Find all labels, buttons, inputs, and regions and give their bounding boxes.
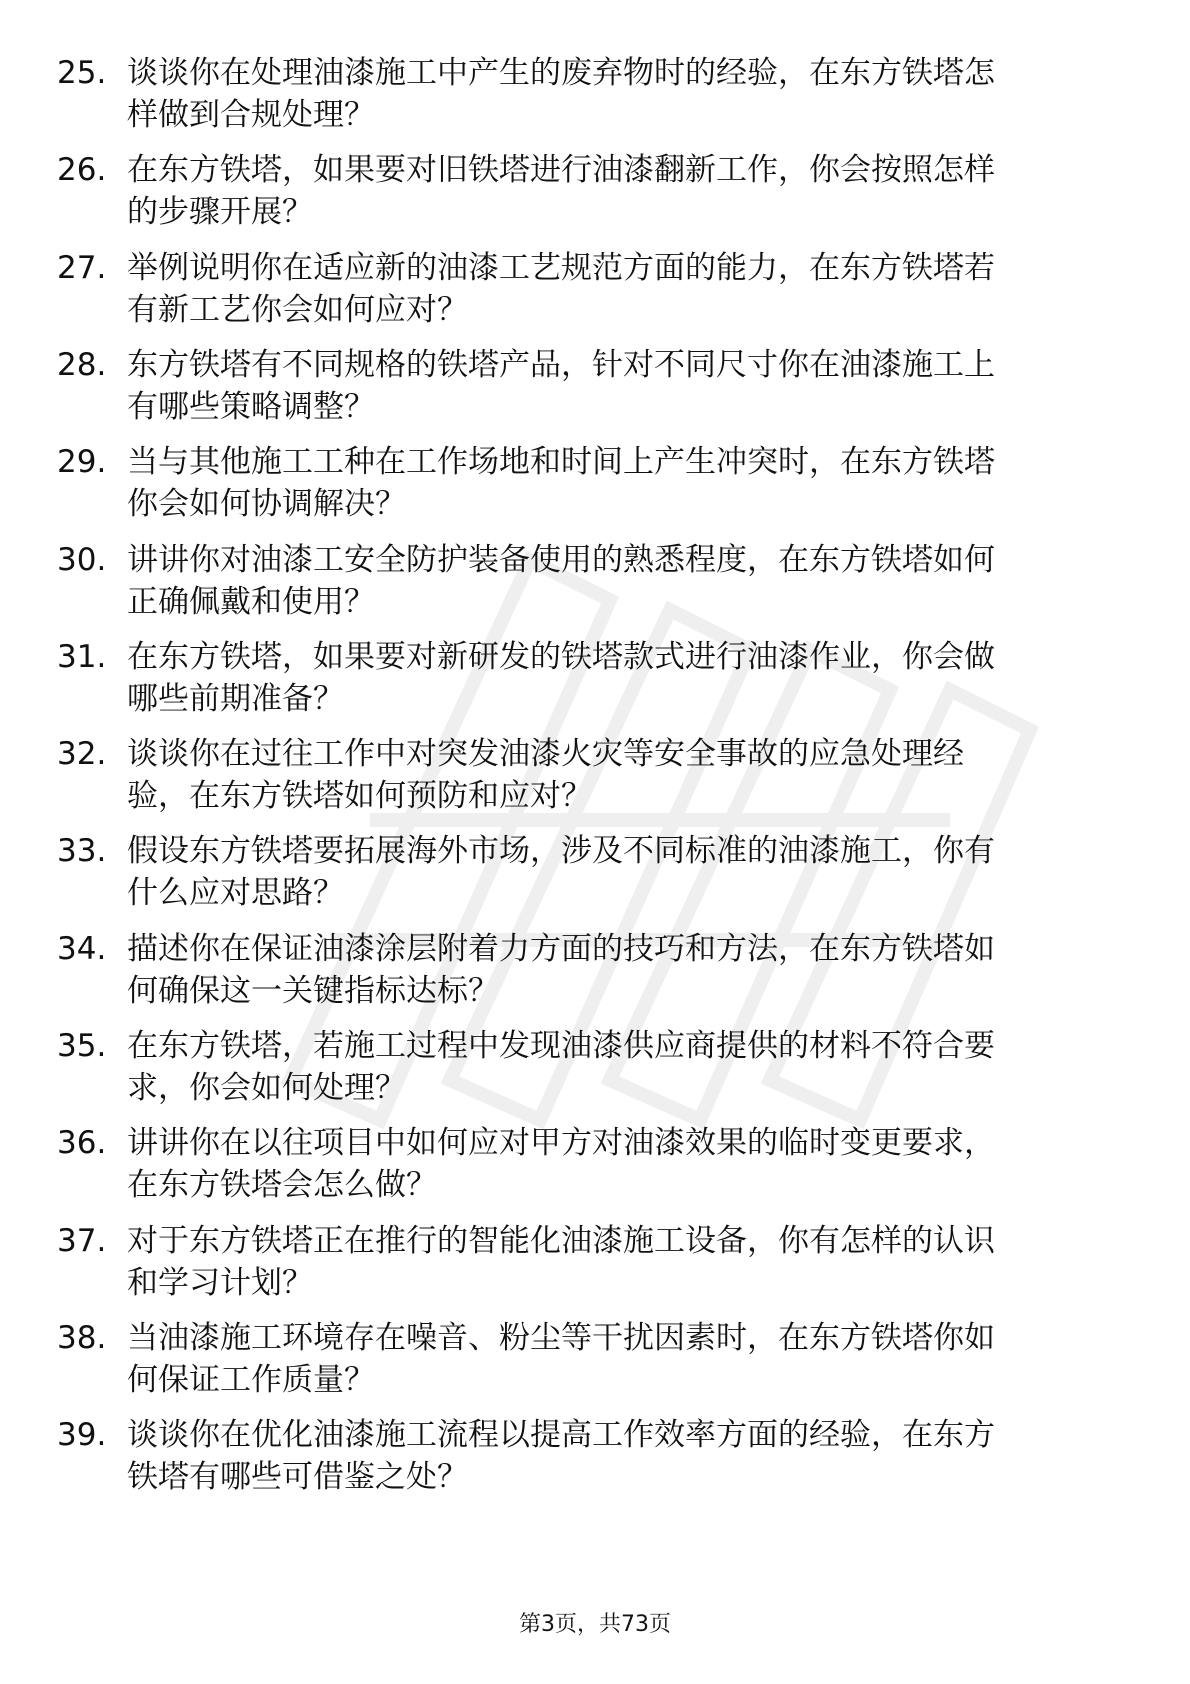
question-number: 33. — [57, 833, 107, 870]
question-text-line: 在东方铁塔，如果要对旧铁塔进行油漆翻新工作，你会按照怎样 — [127, 152, 995, 189]
question-text — [127, 539, 1137, 623]
question-text — [127, 1317, 1137, 1401]
question-item — [0, 1414, 1190, 1504]
question-text — [127, 247, 1137, 331]
question-text — [127, 149, 1137, 233]
question-text-line: 哪些前期准备？ — [127, 680, 344, 717]
question-number: 37. — [57, 1222, 107, 1259]
question-text-line: 在东方铁塔，若施工过程中发现油漆供应商提供的材料不符合要 — [127, 1028, 995, 1064]
question-item — [0, 1122, 1190, 1212]
question-text-line: 当与其他施工工种在工作场地和时间上产生冲突时，在东方铁塔 — [127, 444, 995, 481]
question-text-line: 举例说明你在适应新的油漆工艺规范方面的能力，在东方铁塔若 — [127, 249, 995, 286]
question-text-line: 什么应对思路？ — [127, 875, 344, 912]
question-text — [127, 830, 1137, 914]
question-number: 28. — [57, 346, 107, 383]
question-item — [0, 441, 1190, 531]
question-text-line: 样做到合规处理？ — [127, 97, 375, 133]
question-text — [127, 52, 1137, 136]
question-text-line: 讲讲你在以往项目中如何应对甲方对油漆效果的临时变更要求， — [127, 1125, 995, 1162]
question-text — [127, 441, 1137, 525]
question-text — [127, 1220, 1137, 1304]
question-text-line: 讲讲你对油漆工安全防护装备使用的熟悉程度，在东方铁塔如何 — [127, 541, 995, 578]
question-text-line: 和学习计划？ — [127, 1264, 313, 1301]
question-text-line: 东方铁塔有不同规格的铁塔产品，针对不同尺寸你在油漆施工上 — [127, 346, 995, 383]
question-number: 36. — [57, 1125, 107, 1162]
question-number: 39. — [57, 1417, 107, 1454]
question-text — [127, 733, 1137, 817]
question-number: 29. — [57, 444, 107, 481]
question-number: 27. — [57, 249, 107, 286]
question-item — [0, 636, 1190, 726]
question-text-line: 描述你在保证油漆涂层附着力方面的技巧和方法，在东方铁塔如 — [127, 930, 995, 967]
question-text — [127, 1122, 1137, 1206]
question-text-line: 有哪些策略调整？ — [127, 388, 375, 425]
question-number: 31. — [57, 638, 107, 675]
question-item — [0, 1220, 1190, 1310]
question-text — [127, 1414, 1137, 1498]
question-text-line: 在东方铁塔会怎么做？ — [127, 1167, 437, 1204]
question-text — [127, 636, 1137, 720]
question-item — [0, 928, 1190, 1018]
question-text — [127, 344, 1137, 428]
question-number: 38. — [57, 1319, 107, 1356]
question-text — [127, 928, 1137, 1012]
question-item — [0, 539, 1190, 629]
question-item — [0, 733, 1190, 823]
question-text-line: 在东方铁塔，如果要对新研发的铁塔款式进行油漆作业，你会做 — [127, 638, 995, 675]
question-item — [0, 830, 1190, 920]
question-number: 32. — [57, 736, 107, 773]
question-text-line: 当油漆施工环境存在噪音、粉尘等干扰因素时，在东方铁塔你如 — [127, 1319, 995, 1356]
question-text-line: 何确保这一关键指标达标？ — [127, 972, 499, 1009]
question-number: 30. — [57, 541, 107, 578]
question-item — [0, 52, 1190, 142]
page-number: 第3页，共73页 — [519, 1612, 671, 1637]
question-text-line: 有新工艺你会如何应对？ — [127, 291, 468, 328]
question-text-line: 假设东方铁塔要拓展海外市场，涉及不同标准的油漆施工，你有 — [127, 833, 995, 870]
question-text-line: 谈谈你在处理油漆施工中产生的废弃物时的经验，在东方铁塔怎 — [127, 55, 995, 91]
question-number: 35. — [57, 1028, 107, 1064]
question-number: 26. — [57, 152, 107, 189]
question-number: 25. — [57, 55, 107, 91]
question-text-line: 的步骤开展？ — [127, 194, 313, 231]
question-text-line: 正确佩戴和使用？ — [127, 583, 375, 620]
question-text-line: 谈谈你在过往工作中对突发油漆火灾等安全事故的应急处理经 — [127, 736, 964, 773]
question-text-line: 对于东方铁塔正在推行的智能化油漆施工设备，你有怎样的认识 — [127, 1222, 995, 1259]
question-item — [0, 344, 1190, 434]
question-text-line: 求，你会如何处理？ — [127, 1070, 406, 1106]
question-text-line: 你会如何协调解决？ — [127, 486, 406, 523]
question-item — [0, 247, 1190, 337]
question-text-line: 验，在东方铁塔如何预防和应对？ — [127, 778, 592, 815]
question-text-line: 谈谈你在优化油漆施工流程以提高工作效率方面的经验，在东方 — [127, 1417, 995, 1454]
question-text-line: 铁塔有哪些可借鉴之处？ — [127, 1459, 468, 1496]
question-number: 34. — [57, 930, 107, 967]
question-item — [0, 149, 1190, 239]
question-text-line: 何保证工作质量？ — [127, 1361, 375, 1398]
question-text — [127, 1025, 1137, 1109]
question-item — [0, 1317, 1190, 1407]
question-item — [0, 1025, 1190, 1115]
